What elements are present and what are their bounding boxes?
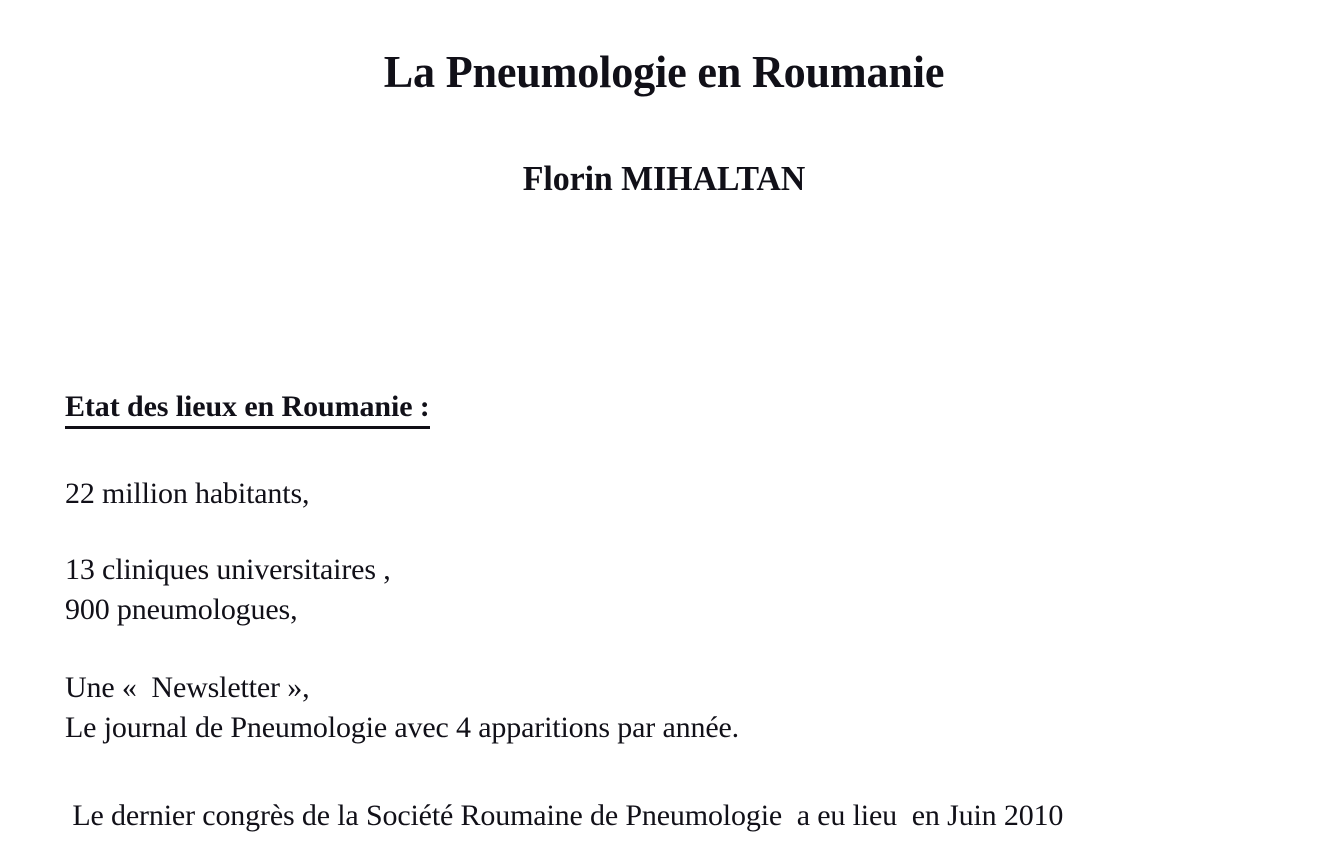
section-heading-wrapper bbox=[65, 390, 1265, 429]
section-heading: Etat des lieux en Roumanie : bbox=[65, 390, 430, 429]
page-title: La Pneumologie en Roumanie bbox=[383, 46, 945, 97]
body-line-clinics: 13 cliniques universitaires , bbox=[65, 552, 391, 586]
body-line-journal: Le journal de Pneumologie avec 4 apparitions par année. bbox=[65, 710, 740, 744]
slide-body bbox=[65, 390, 1265, 836]
spacer bbox=[65, 429, 1265, 474]
body-line-population: 22 million habitants, bbox=[65, 476, 310, 510]
spacer bbox=[65, 630, 1265, 668]
spacer bbox=[65, 748, 1265, 796]
body-line-pneumologists: 900 pneumologues, bbox=[65, 592, 298, 626]
author-name: Florin MIHALTAN bbox=[522, 159, 806, 198]
body-line-newsletter: Une « Newsletter », bbox=[65, 670, 310, 704]
body-line-congress: Le dernier congrès de la Société Roumaine de Pneumologie a eu lieu en Juin 2010 bbox=[65, 798, 1064, 832]
spacer bbox=[65, 514, 1265, 550]
